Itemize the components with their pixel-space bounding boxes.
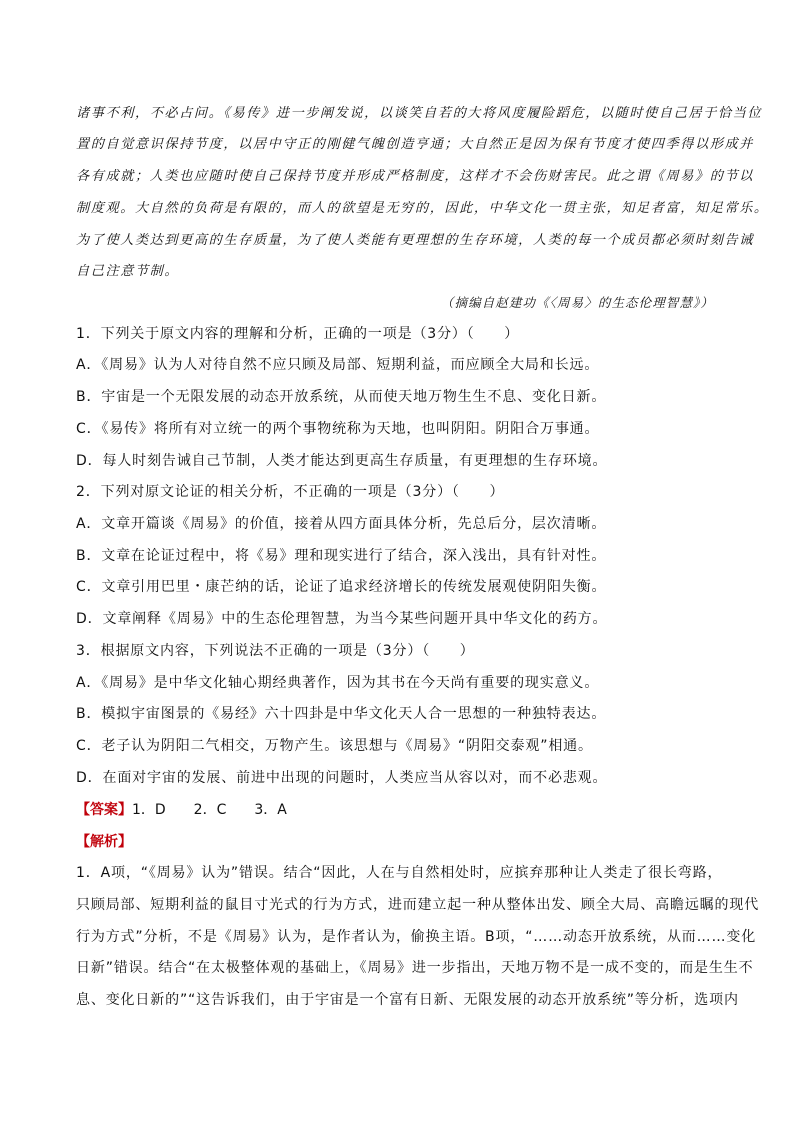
question-option: B．宇宙是一个无限发展的动态开放系统，从而使天地万物生生不息、变化日新。 bbox=[76, 389, 607, 405]
answer-text: 1．D 2．C 3．A bbox=[132, 802, 287, 818]
question-option: A．《周易》认为人对待自然不应只顾及局部、短期利益，而应顾全大局和长远。 bbox=[76, 357, 600, 373]
question-stem: 3．根据原文内容，下列说法不正确的一项是（3分）（ ） bbox=[76, 643, 475, 659]
question-option: D．在面对宇宙的发展、前进中出现的问题时，人类应当从容以对，而不必悲观。 bbox=[76, 770, 608, 786]
passage-line: 为了使人类达到更高的生存质量，为了使人类能有更理想的生存环境，人类的每一个成员都必须时刻告诫 bbox=[76, 233, 754, 248]
analysis-text-line: 1．A项，“《周易》认为”错误。结合“因此，人在与自然相处时，应摈弃那种让人类走了很长弯路， bbox=[76, 865, 723, 881]
question-option: B．文章在论证过程中，将《易》理和现实进行了结合，深入浅出，具有针对性。 bbox=[76, 548, 607, 564]
passage-line: 各有成就；人类也应随时使自己保持节度并形成严格制度，这样才不会伤财害民。此之谓《周易》的节以 bbox=[76, 169, 754, 184]
analysis-label: 【解析】 bbox=[76, 834, 132, 850]
analysis-line bbox=[76, 835, 132, 849]
answer-label: 【答案】 bbox=[76, 802, 132, 818]
question-option: A．文章开篇谈《周易》的价值，接着从四方面具体分析，先总后分，层次清晰。 bbox=[76, 516, 607, 532]
answer-line bbox=[76, 803, 287, 817]
passage-line: 制度观。大自然的负荷是有限的，而人的欲望是无穷的，因此，中华文化一贯主张，知足者富，知足常乐。 bbox=[76, 201, 769, 216]
question-option: C．老子认为阴阳二气相交，万物产生。该思想与《周易》“阴阳交泰观”相通。 bbox=[76, 738, 593, 754]
analysis-text-line: 行为方式”分析，不是《周易》认为，是作者认为，偷换主语。B项，“……动态开放系统，从而……变化 bbox=[76, 929, 757, 945]
question-option: C．《易传》将所有对立统一的两个事物统称为天地，也叫阴阳。阴阳合万事通。 bbox=[76, 421, 600, 437]
question-option: C．文章引用巴里・康芒纳的话，论证了追求经济增长的传统发展观使阴阳失衡。 bbox=[76, 579, 607, 595]
passage-line: 自己注意节制。 bbox=[76, 264, 180, 279]
analysis-text-line: 日新”错误。结合“在太极整体观的基础上，《周易》进一步指出，天地万物不是一成不变的，而是生生不 bbox=[76, 960, 754, 976]
analysis-text-line: 只顾局部、短期利益的鼠目寸光式的行为方式，进而建立起一种从整体出发、顾全大局、高瞻远瞩的现代 bbox=[76, 897, 760, 913]
question-option: B．模拟宇宙图景的《易经》六十四卦是中华文化天人合一思想的一种独特表达。 bbox=[76, 706, 607, 722]
question-option: D．每人时刻告诫自己节制，人类才能达到更高生存质量，有更理想的生存环境。 bbox=[76, 453, 608, 469]
passage-source: （摘编自赵建功《〈周易〉的生态伦理智慧》） bbox=[440, 295, 714, 310]
question-stem: 2．下列对原文论证的相关分析，不正确的一项是（3分）（ ） bbox=[76, 484, 505, 500]
question-option: A．《周易》是中华文化轴心期经典著作，因为其书在今天尚有重要的现实意义。 bbox=[76, 675, 600, 691]
question-stem: 1．下列关于原文内容的理解和分析，正确的一项是（3分）（ ） bbox=[76, 326, 520, 342]
passage-line: 置的自觉意识保持节度，以居中守正的刚健气魄创造亨通；大自然正是因为保有节度才使四季得以形成并 bbox=[76, 137, 754, 152]
analysis-text-line: 息、变化日新的”“这告诉我们，由于宇宙是一个富有日新、无限发展的动态开放系统”等分析，选项内 bbox=[76, 992, 739, 1008]
passage-line: 诸事不利，不必占问。《易传》进一步阐发说，以谈笑自若的大将风度履险蹈危，以随时使自己居于恰当位 bbox=[76, 106, 763, 121]
question-option: D．文章阐释《周易》中的生态伦理智慧，为当今某些问题开具中华文化的药方。 bbox=[76, 611, 608, 627]
